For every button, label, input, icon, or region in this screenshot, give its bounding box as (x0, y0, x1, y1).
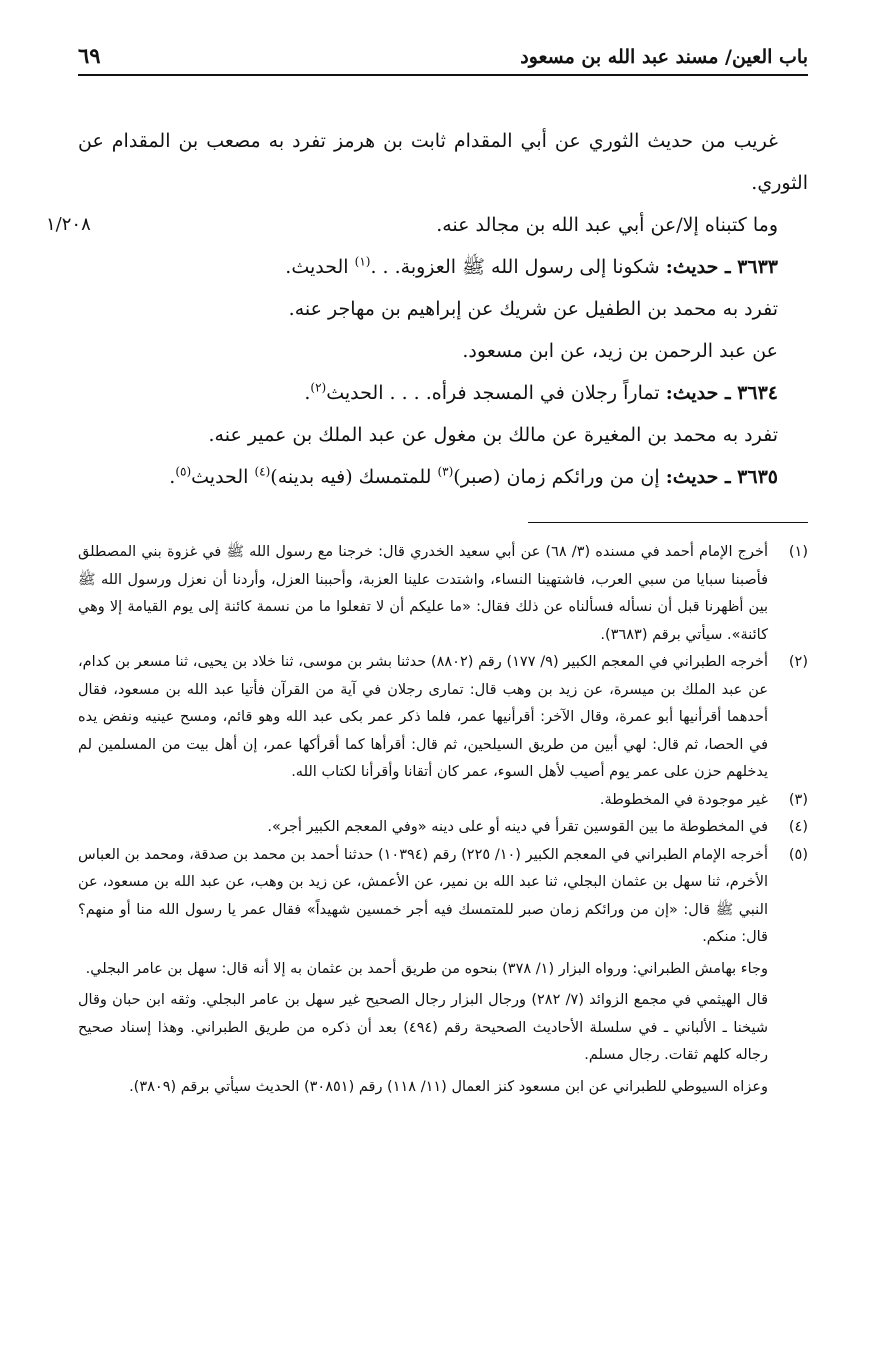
footnote-4-text: في المخطوطة ما بين القوسين تقرأ في دينه أو على دينه «وفي المعجم الكبير أجر». (267, 819, 768, 835)
paragraph-katabnahu-text: وما كتبناه إلا/عن أبي عبد الله بن مجالد عنه. (436, 214, 778, 236)
footnote-5-continuation-1: وجاء بهامش الطبراني: ورواه البزار (١/ ٣٧٨) بنحوه من طريق أحمد بن عثمان به إلا أنه قال: سهل بن عامر البجلي. (85, 960, 768, 977)
footnote-5-text: أخرجه الإمام الطبراني في المعجم الكبير (١٠/ ٢٢٥) رقم (١٠٣٩٤) حدثنا أحمد بن محمد بن صدقة، ومحمد بن العباس الأخرم، ثنا سهل بن عثمان البجلي، ثنا عبد الله بن نمير، عن الأعمش، عن زيد بن وهب، عن عبد الله بن مسعود، عن النبي ﷺ قال: «إن من ورائكم زمان صبر للمتمسك فيه أجر خمسين شهيداً» فقال عمر يا رسول الله منا أو منهم؟ قال: منكم. (78, 846, 768, 945)
paragraph-gharib: غريب من حديث الثوري عن أبي المقدام ثابت بن هرمز تفرد به مصعب بن المقدام عن الثوري. (78, 130, 808, 194)
hadith-3634-end: . (304, 382, 311, 404)
hadith-3635-text-b: للمتمسك (فيه بدينه) (270, 466, 432, 488)
running-header (78, 40, 808, 76)
footnote-ref-1: (١) (354, 254, 371, 269)
hadith-3634-text: تماراً رجلان في المسجد فرأه. . . . الحديث (326, 382, 660, 404)
header-title: باب العين/ مسند عبد الله بن مسعود (520, 46, 808, 68)
page (46, 40, 808, 1101)
hadith-3634-number: ٣٦٣٤ ـ حديث: (665, 382, 778, 404)
footnote-1-text: أخرج الإمام أحمد في مسنده (٣/ ٦٨) عن أبي سعيد الخدري قال: خرجنا مع رسول الله ﷺ في غزوة بني المصطلق فأصبنا سبايا من سبي العرب، فاشتهينا النساء، واشتدت علينا العزبة، وأحببنا العزل، وأردنا أن نعزل ورسول الله ﷺ بين أظهرنا قبل أن نسأله فسألناه عن ذلك فقال: «ما عليكم أن لا تفعلوا ما من نسمة كائنة إلى يوم القيامة إلا وهي كائنة». سيأتي برقم (٣٦٨٣). (78, 544, 768, 643)
footnote-5-continuation-2: قال الهيثمي في مجمع الزوائد (٧/ ٢٨٢) ورجال البزار رجال الصحيح غير سهل بن عامر البجلي. وثقه ابن حبان وقال شيخنا ـ الألباني ـ في سلسلة الأحاديث الصحيحة رقم (٤٩٤) بعد أن ذكره من طريق الطبراني. وهذا إسناد صحيح رجاله كلهم ثقات. رجال مسلم. (78, 992, 768, 1063)
footnotes (78, 539, 808, 1101)
footnote-4 (78, 814, 808, 842)
hadith-3634 (78, 372, 808, 414)
hadith-3635-text-a: إن من ورائكم زمان (صبر) (453, 466, 660, 488)
hadith-3633-number: ٣٦٣٣ ـ حديث: (665, 256, 778, 278)
hadith-3635-end: . (169, 466, 176, 488)
hadith-3633 (78, 246, 808, 288)
paragraph-katabnahu (46, 204, 808, 246)
footnote-ref-5: (٥) (175, 464, 192, 479)
hadith-3633-end: الحديث. (285, 256, 349, 278)
footnote-ref-3: (٣) (437, 464, 454, 479)
paragraph-isnad-abdulrahman: عن عبد الرحمن بن زيد، عن ابن مسعود. (462, 340, 778, 362)
footnote-4-number: (٤) (788, 819, 808, 835)
main-text (46, 120, 808, 498)
hadith-3635 (78, 456, 808, 498)
footnote-3-text: غير موجودة في المخطوطة. (599, 791, 768, 808)
hadith-3633-text: شكونا إلى رسول الله ﷺ العزوبة. . . (370, 256, 660, 278)
footnote-3-number: (٣) (788, 791, 808, 808)
footnote-1 (78, 539, 808, 649)
hadith-3635-number: ٣٦٣٥ ـ حديث: (665, 466, 778, 488)
paragraph-tafarrada-1: تفرد به محمد بن الطفيل عن شريك عن إبراهيم بن مهاجر عنه. (288, 298, 778, 320)
paragraph-tafarrada-2: تفرد به محمد بن المغيرة عن مالك بن مغول عن عبد الملك بن عمير عنه. (208, 424, 778, 446)
footnote-divider (528, 522, 808, 523)
footnote-3 (78, 787, 808, 815)
hadith-3635-text-c: الحديث (191, 466, 249, 488)
footnote-2-number: (٢) (788, 654, 808, 670)
margin-folio-note: ١/٢٠٨ (46, 214, 91, 235)
footnote-2-text: أخرجه الطبراني في المعجم الكبير (٩/ ١٧٧) رقم (٨٨٠٢) حدثنا بشر بن موسى، ثنا خلاد بن يحيى، ثنا مسعر بن كدام، عن عبد الملك بن ميسرة، عن زيد بن وهب قال: تمارى رجلان في آية من القرآن فأتيا عبد الله بن مسعود، فقال أحدهما أقرأنيها أبو عمرة، وقال الآخر: أقرأنيها عمر، فلما ذكر عمر بكى عبد الله وهو قائم، ومسح عينيه ونفض يده في الحصا، ثم قال: لهي أبين من طريق السيلحين، ثم قال: أقرأها كما أقرأكها عمر، إن أهل بيت من المسلمين لم يدخلهم حزن على عمر يوم أصيب لأهل السوء، عمر كان أتقانا وأقرأنا لكتاب الله. (78, 654, 769, 780)
footnote-5 (78, 842, 808, 952)
page-number: ٦٩ (78, 43, 101, 68)
footnote-1-number: (١) (788, 544, 808, 560)
footnote-2 (78, 649, 808, 787)
footnote-5-number: (٥) (788, 846, 808, 863)
footnote-5-continuation-3: وعزاه السيوطي للطبراني عن ابن مسعود كنز العمال (١١/ ١١٨) رقم (٣٠٨٥١) الحديث سيأتي برقم (٣٨٠٩). (129, 1078, 768, 1095)
footnote-ref-4: (٤) (254, 464, 271, 479)
footnote-ref-2: (٢) (310, 380, 327, 395)
